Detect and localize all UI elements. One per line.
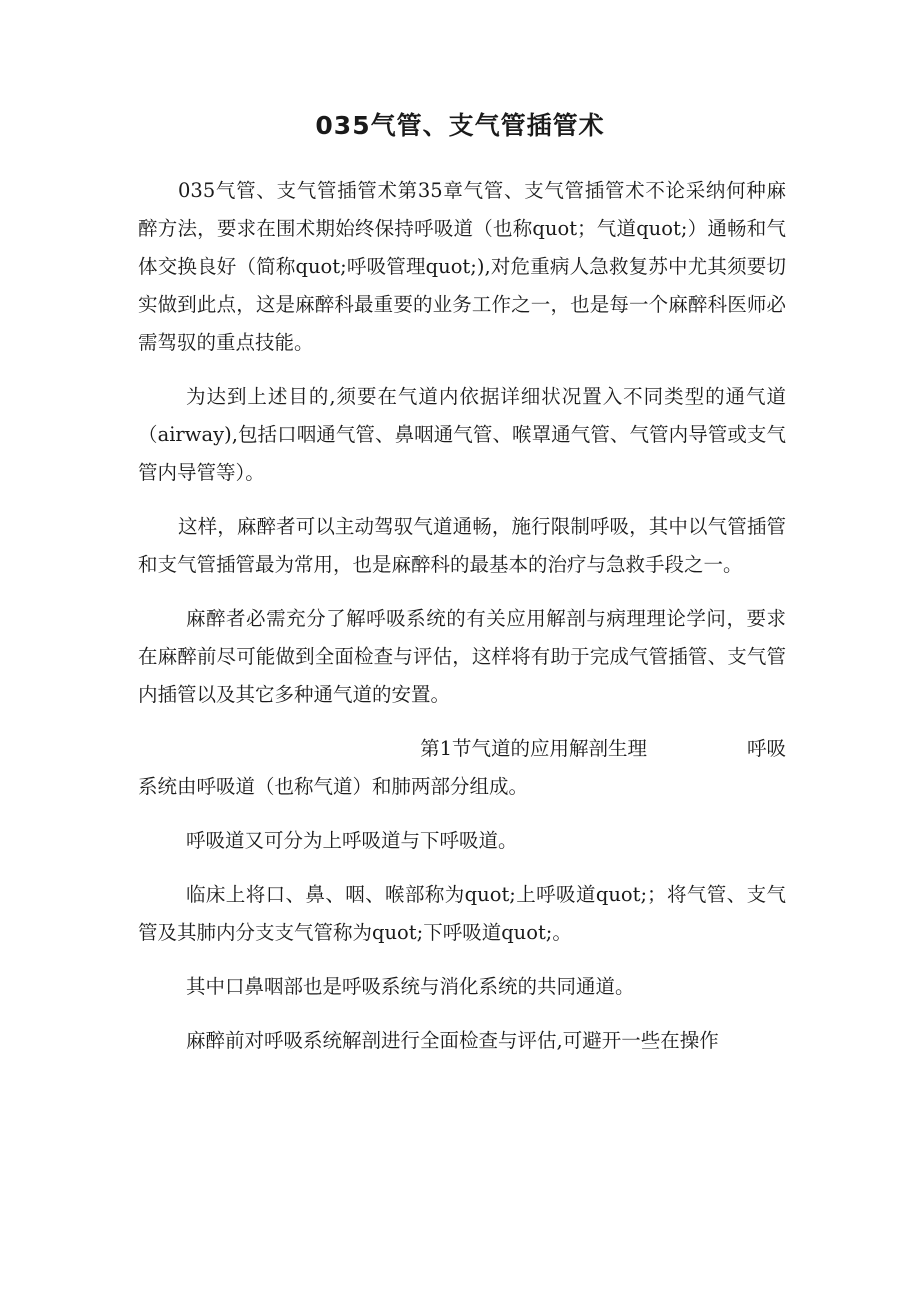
section-lead-text: 呼吸: [746, 737, 786, 760]
paragraph-1: 035气管、支气管插管术第35章气管、支气管插管术不论采纳何种麻醉方法，要求在围术期始终保持呼吸道（也称quot；气道quot;）通畅和气体交换良好（简称quot;呼吸管理quot;),对危重病人急救复苏中尤其须要切实做到此点，这是麻醉科最重要的业务工作之一，也是每一个麻醉科医师必需驾驭的重点技能。: [138, 179, 786, 354]
paragraph-8: 麻醉前对呼吸系统解剖进行全面检查与评估,可避开一些在操作: [186, 1029, 719, 1052]
paragraph-7: 其中口鼻咽部也是呼吸系统与消化系统的共同通道。: [186, 975, 635, 998]
paragraph-4: 麻醉者必需充分了解呼吸系统的有关应用解剖与病理理论学问，要求在麻醉前尽可能做到全面检查与评估，这样将有助于完成气管插管、支气管内插管以及其它多种通气道的安置。: [138, 607, 786, 706]
paragraph-5: 呼吸道又可分为上呼吸道与下呼吸道。: [186, 829, 518, 852]
section-continuation: 系统由呼吸道（也称气道）和肺两部分组成。: [138, 775, 529, 798]
paragraph-3: 这样，麻醉者可以主动驾驭气道通畅，施行限制呼吸，其中以气管插管和支气管插管最为常用，也是麻醉科的最基本的治疗与急救手段之一。: [138, 515, 786, 576]
document-body: [138, 172, 786, 1060]
paragraph-2: 为达到上述目的,须要在气道内依据详细状况置入不同类型的通气道（airway),包括口咽通气管、鼻咽通气管、喉罩通气管、气管内导管或支气管内导管等）。: [138, 385, 786, 484]
section-heading-line: [138, 730, 786, 768]
document-title: 035气管、支气管插管术: [315, 111, 605, 140]
section-title: 第1节气道的应用解剖生理: [420, 737, 647, 760]
paragraph-6: 临床上将口、鼻、咽、喉部称为quot;上呼吸道quot;；将气管、支气管及其肺内分支支气管称为quot;下呼吸道quot;。: [138, 883, 786, 944]
